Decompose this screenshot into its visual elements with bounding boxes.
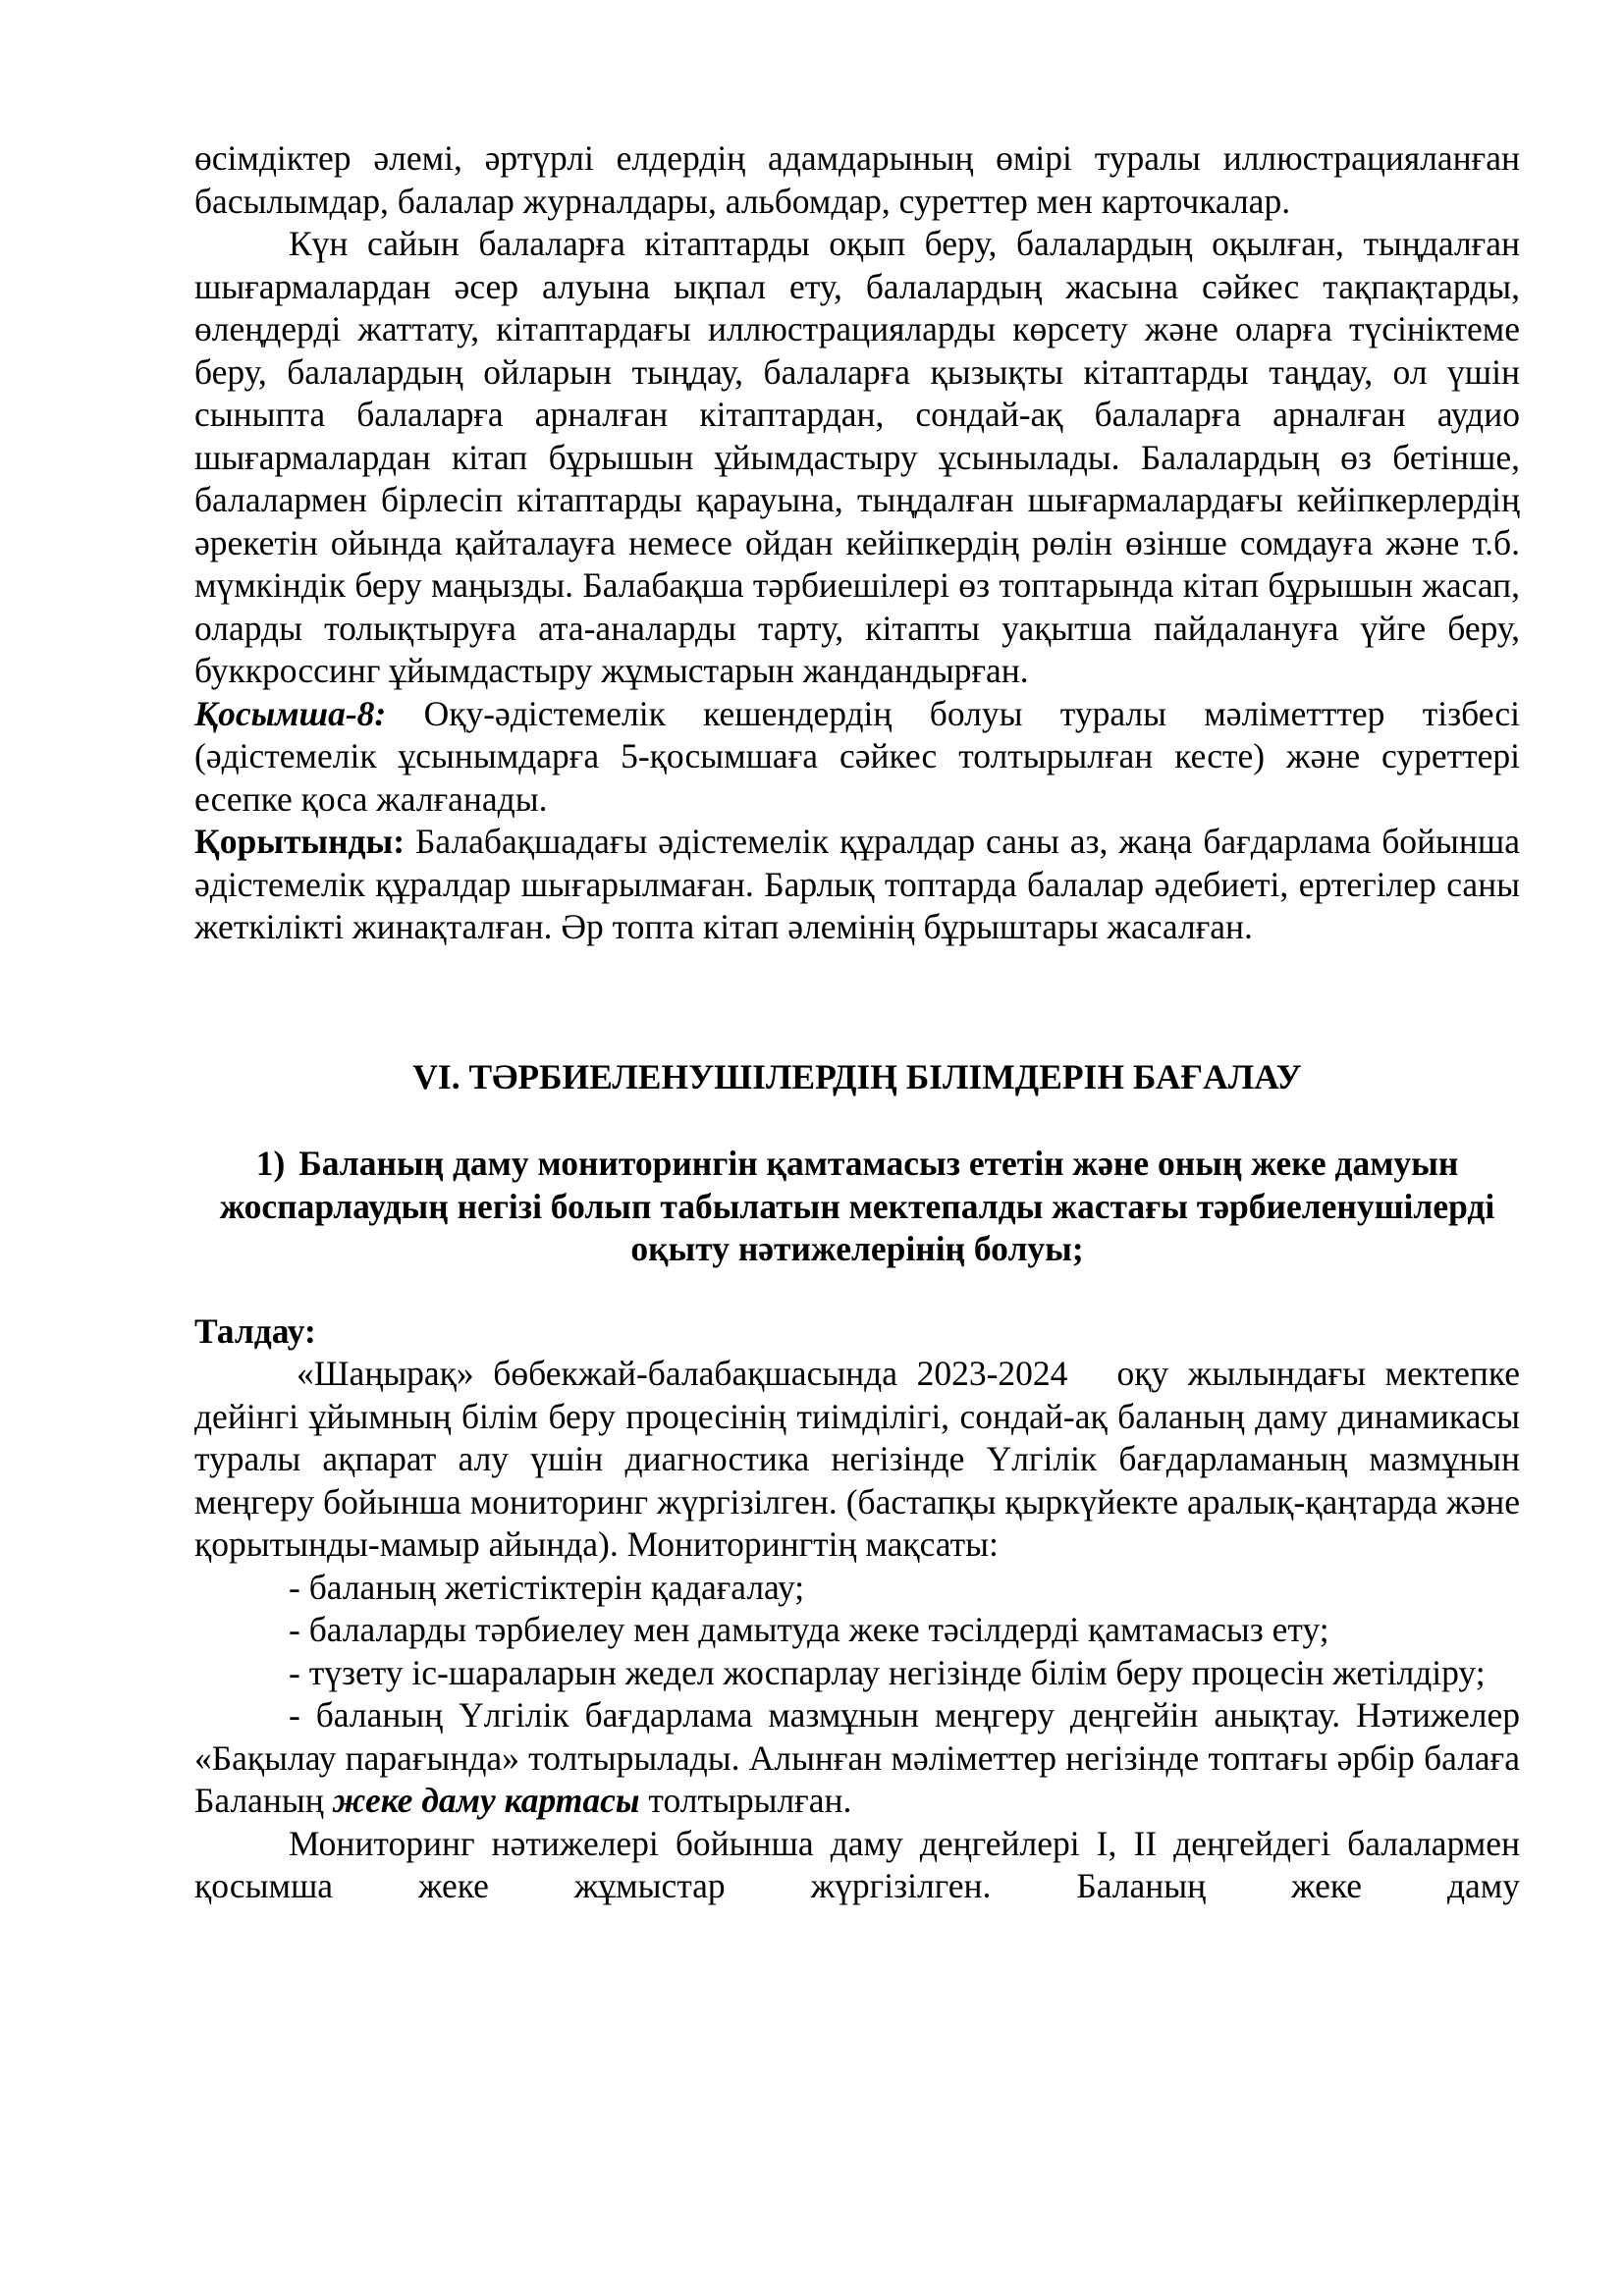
conclusion-label: Қорытынды: bbox=[194, 822, 406, 861]
paragraph-2: Күн сайын балаларға кітаптарды оқып беру, балалардың оқылған, тыңдалған шығармалардан әсер алуына ықпал ету, балалардың жасына сәйкес тақпақтарды, өлеңдерді жаттату, кітаптардағы иллюстрацияларды көрсету және оларға түсініктеме беру, балалардың ойларын тыңдау, балаларға қызықты кітаптарды таңдау, ол үшін сыныпта балаларға арналған кітаптардан, сондай-ақ балаларға арналған аудио шығармалардан кітап бұрышын ұйымдастыру ұсынылады. Балалардың өз бетінше, балалармен бірлесіп кітаптарды қарауына, тыңдалған шығармалардағы кейіпкерлердің әрекетін ойында қайталауға немесе ойдан кейіпкердің рөлін өзінше сомдауға және т.б. мүмкіндік беру маңызды. Балабақша тәрбиешілері өз топтарында кітап бұрышын жасап, оларды толықтыруға ата-аналарды тарту, кітапты уақытша пайдалануға үйге беру, буккроссинг ұйымдастыру жұмыстарын жандандырған. bbox=[194, 224, 1520, 690]
subsection-title: Баланың даму мониторингін қамтамасыз ететін және оның жеке дамуын жоспарлаудың негізі болып табылатын мектепалды жастағы тәрбиеленушілерді оқыту нәтижелерінің болуы; bbox=[219, 1144, 1495, 1268]
subsection-heading bbox=[194, 1143, 1520, 1271]
appendix-paragraph bbox=[194, 693, 1520, 822]
goal-item-4-end: толтырылған. bbox=[639, 1781, 852, 1820]
final-paragraph: Мониторинг нәтижелері бойынша даму деңгейлері І, ІІ деңгейдегі балалармен қосымша жеке жұмыстар жүргізілген. Баланың жеке даму bbox=[194, 1823, 1520, 1905]
conclusion-text: Балабақшадағы әдістемелік құралдар саны аз, жаңа бағдарлама бойынша әдістемелік құралдар шығарылмаған. Барлық топтарда балалар әдебиеті, ертегілер саны жеткілікті жинақталған. Әр топта кітап әлемінің бұрыштары жасалған. bbox=[194, 822, 1520, 946]
goal-item-4-text: - баланың Үлгілік бағдарлама мазмұнын меңгеру деңгейін анықтау. Нәтижелер «Бақылау парағында» толтырылады. Алынған мәліметтер негізінде топтағы әрбір балаға Баланың bbox=[194, 1695, 1520, 1820]
appendix-text: Оқу-әдістемелік кешендердің болуы туралы мәліметттер тізбесі (әдістемелік ұсынымдарға 5-қосымшаға сәйкес толтырылған кесте) және суреттері есепке қоса жалғанады. bbox=[194, 693, 1520, 819]
paragraph-1: өсімдіктер әлемі, әртүрлі елдердің адамдарының өмірі туралы иллюстрацияланған басылымдар, балалар журналдары, альбомдар, суреттер мен карточкалар. bbox=[194, 138, 1520, 221]
analysis-part-1: «Шаңырақ» бөбекжай-балабақшасында 2023-2024 bbox=[297, 1354, 1068, 1393]
analysis-label: Талдау: bbox=[194, 1310, 316, 1351]
goal-item-4 bbox=[194, 1694, 1520, 1823]
goal-item: - түзету іс-шараларын жедел жоспарлау негізінде білім беру процесін жетілдіру; bbox=[289, 1652, 1486, 1692]
document-page bbox=[194, 137, 1520, 1908]
analysis-part-2: оқу жылындағы мектепке дейінгі ұйымның білім беру процесінің тиімділігі, сондай-ақ баланың даму динамикасы туралы ақпарат алу үшін диагностика негізінде Үлгілік бағдарламаның мазмұнын меңгеру бойынша мониторинг жүргізілген. (бастапқы қыркүйекте аралық-қаңтарда және қорытынды-мамыр айында). Мониторингтің мақсаты: bbox=[194, 1354, 1520, 1564]
conclusion-paragraph bbox=[194, 821, 1520, 949]
subsection-number: 1) bbox=[255, 1144, 286, 1183]
analysis-paragraph bbox=[194, 1353, 1520, 1567]
section-title: VI. ТӘРБИЕЛЕНУШІЛЕРДІҢ БІЛІМДЕРІН БАҒАЛАУ bbox=[412, 1056, 1302, 1096]
goal-item: - баланың жетістіктерін қадағалау; bbox=[289, 1567, 805, 1607]
appendix-label: Қосымша-8: bbox=[194, 693, 387, 733]
goal-item: - балаларды тәрбиелеу мен дамытуда жеке тәсілдерді қамтамасыз ету; bbox=[289, 1610, 1329, 1649]
individual-development-card: жеке даму картасы bbox=[332, 1781, 640, 1820]
